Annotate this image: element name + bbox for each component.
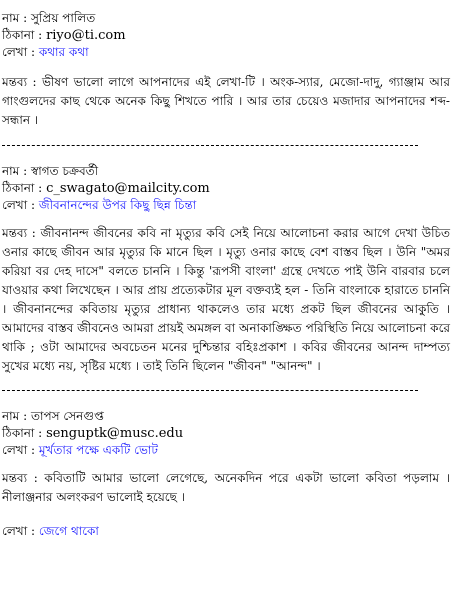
comment-text [2,224,450,376]
writing-title-link[interactable]: মূর্খতার পক্ষে একটি ভোট [38,443,158,457]
name-row [2,163,452,180]
comment-entry [2,408,452,507]
comment-body: ভীষণ ভালো লাগে আপনাদের এই লেখা-টি । অংক-স্যার, মেজো-দাদু, গ্যাঞ্জাম আর গাংগুলদের কাছ থেকে অনেক কিছু শিখতে পারি । আর তার চেয়েও মজাদার আপনাদের শব্দ-সন্ধান । [2,75,450,127]
name-row [2,408,452,425]
comment-text [2,469,450,507]
writing-label: লেখা : [2,45,36,59]
commenter-name: তাপস সেনগুপ্ত [31,409,104,423]
separator-line [2,145,418,146]
comment-body: জীবনানন্দ জীবনের কবি না মৃত্যুর কবি সেই নিয়ে আলোচনা করার আগে দেখা উচিত ওনার কাছে জীবন আর মৃত্যুর কি মানে ছিল । মৃত্যু ওনার কাছে বেশ বাস্তব ছিল । উনি "অমর করিয়া বর দেহ দাসে" বলতে চাননি । কিন্তু 'রূপসী বাংলা' গ্রন্থে দেখতে পাই উনি বারবার চলে যাওয়ার কথা লিখেছেন । আর প্রায় প্রত্যেকটার মূল বক্তব্যই হল - তিনি বাংলাকে হারাতে চাননি । জীবনানন্দের কবিতায় মৃত্যুর প্রাধান্য থাকলেও তার মধ্যে প্রকট ছিল জীবনের আকুতি । আমাদের বাস্তব জীবনেও আমরা প্রায়ই অমঙ্গল বা অনাকাঙ্ক্ষিত পরিস্থিতি নিয়ে আলোচনা করে থাকি ; ওটা আমাদের অবচেতন মনের দুশ্চিন্তার বহিঃপ্রকাশ । কবির জীবনের আনন্দ দাম্পত্য সুখের মধ্যে নয়, সৃষ্টির মধ্যে । তাই তিনি ছিলেন "জীবন" "আনন্দ" । [2,226,450,373]
address-row [2,180,452,197]
name-label: নাম : [2,409,28,423]
comment-entry [2,10,452,130]
writing-label: লেখা : [2,443,36,457]
comment-text [2,73,450,130]
name-label: নাম : [2,11,28,25]
guestbook-page [2,0,452,540]
writing-title-link[interactable]: জেগে থাকো [38,524,99,538]
name-row [2,10,452,27]
comment-body: কবিতাটি আমার ভালো লেগেছে, অনেকদিন পরে একটা ভালো কবিতা পড়লাম । নীলাঞ্জনার অলংকরণ ভালোই হয়েছে । [2,471,450,504]
address-label: ঠিকানা : [2,28,43,42]
writing-title-link[interactable]: জীবনানন্দের উপর কিছু ছিন্ন চিন্তা [38,198,197,212]
commenter-email: riyo@ti.com [46,28,126,43]
address-row [2,27,452,44]
writing-row [2,44,452,61]
commenter-email: c_swagato@mailcity.com [46,181,210,196]
address-row [2,425,452,442]
name-label: নাম : [2,164,28,178]
commenter-name: সুপ্রিয় পালিত [31,11,96,25]
comment-label: মন্তব্য : [2,226,36,240]
writing-label: লেখা : [2,198,36,212]
commenter-email: senguptk@musc.edu [46,426,184,441]
comment-entry-partial [2,523,452,540]
writing-row [2,442,452,459]
separator-line [2,390,418,391]
writing-label: লেখা : [2,524,36,538]
commenter-name: স্বাগত চক্রবর্তী [31,164,99,178]
writing-row [2,197,452,214]
address-label: ঠিকানা : [2,181,43,195]
comment-label: মন্তব্য : [2,471,38,485]
writing-row [2,523,452,540]
comment-entry [2,163,452,376]
comment-label: মন্তব্য : [2,75,37,89]
address-label: ঠিকানা : [2,426,43,440]
writing-title-link[interactable]: কথার কথা [38,45,89,59]
